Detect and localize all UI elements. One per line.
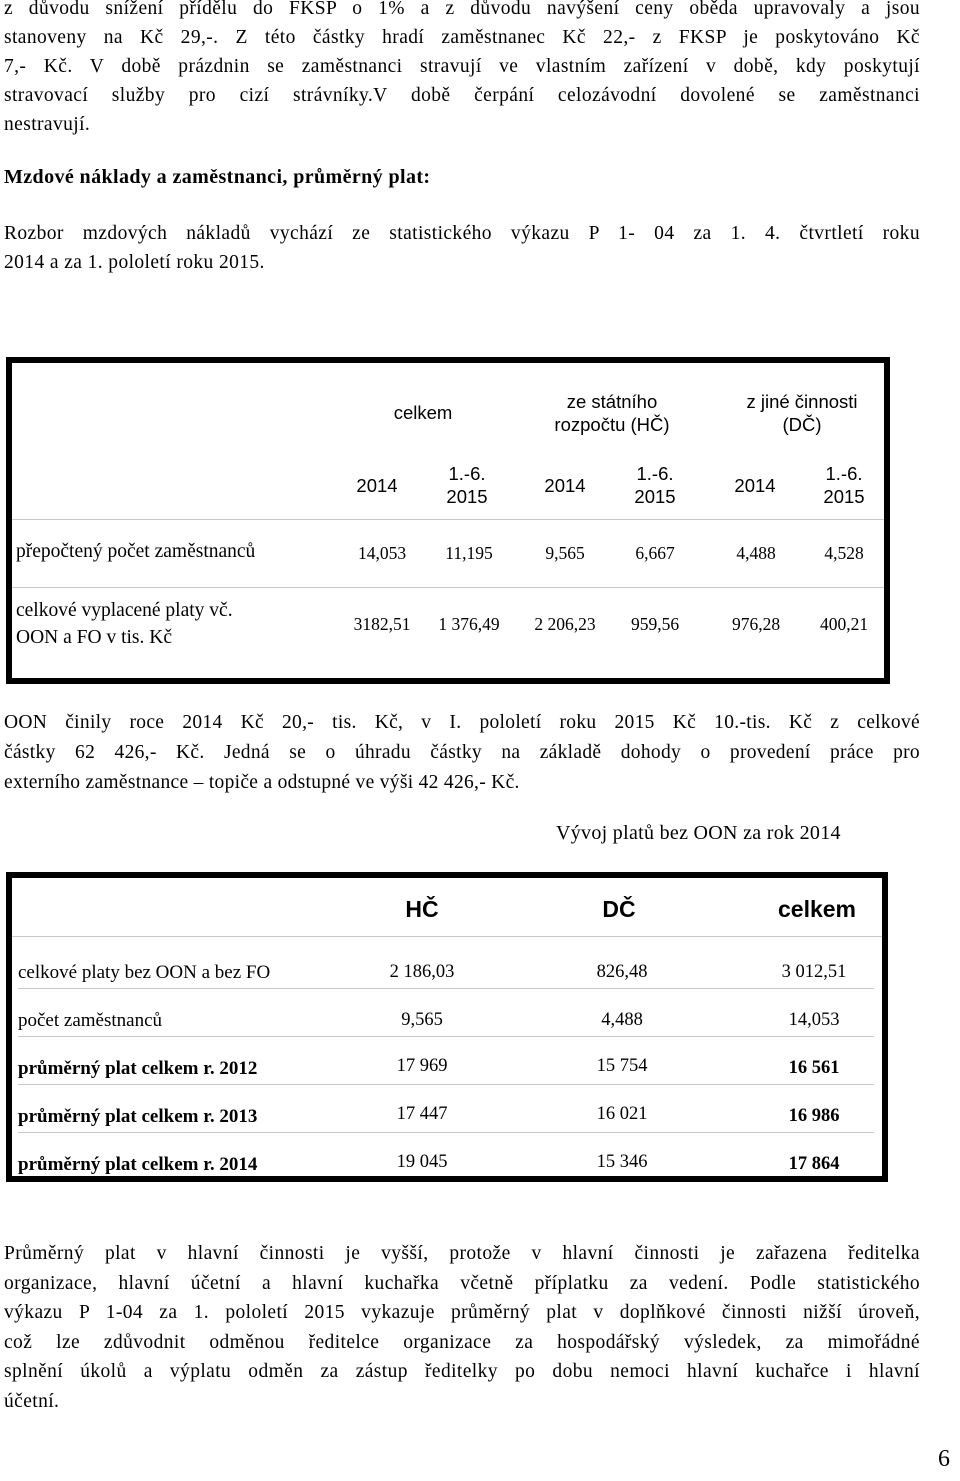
header-text: rozpočtu (HČ): [554, 414, 670, 435]
table-cell: 2 206,23: [534, 614, 596, 634]
col-group-header: [522, 390, 702, 436]
table-cell: 400,21: [819, 614, 869, 634]
col-header: DČ: [602, 896, 636, 922]
table-cell: 15 754: [596, 1056, 648, 1076]
table-cell: 4,528: [824, 543, 864, 563]
label-text: přepočtený počet zaměstnanců: [16, 541, 256, 562]
table-cell: 3182,51: [353, 614, 411, 634]
row-divider: [18, 988, 874, 989]
table-cell: 11,195: [445, 543, 493, 563]
col-subheader: [525, 474, 605, 497]
row-label: celkové platy bez OON a bez FO: [18, 962, 271, 983]
header-text: 2015: [634, 486, 676, 507]
row-label: průměrný plat celkem r. 2013: [18, 1106, 258, 1127]
table-cell: 16 021: [596, 1104, 648, 1124]
oon-note-paragraph: [4, 708, 920, 798]
text-line: OON činily roce 2014 Kč 20,- tis. Kč, v I. pololetí roku 2015 Kč 10.-tis. Kč z celkové: [4, 712, 920, 733]
col-group-header: [348, 401, 498, 424]
table-cell: 16 561: [788, 1058, 840, 1078]
text-line: z důvodu snížení přídělu do FKSP o 1% a z důvodu navýšení ceny oběda upravovaly a jsou: [4, 0, 920, 19]
row-divider: [12, 936, 882, 937]
table-cell: 4,488: [736, 543, 776, 563]
header-text: 2014: [356, 475, 398, 496]
table-cell: 4,488: [601, 1010, 643, 1030]
table-cell: 14,053: [357, 543, 407, 563]
closing-paragraph: [4, 1239, 920, 1416]
label-text: celkové vyplacené platy vč.: [16, 600, 233, 621]
table-cell: 9,565: [401, 1010, 443, 1030]
table-cell: 17 864: [788, 1154, 840, 1174]
table-cell: 3 012,51: [781, 962, 847, 982]
text-line: stanoveny na Kč 29,-. Z této částky hradí zaměstnanec Kč 22,- z FKSP je poskytováno Kč: [4, 27, 920, 48]
table-cell: 15 346: [596, 1152, 648, 1172]
row-label: počet zaměstnanců: [18, 1010, 163, 1031]
table-cell: 17 969: [396, 1056, 448, 1076]
table-cell: 16 986: [788, 1106, 840, 1126]
header-text: 1.-6.: [825, 463, 863, 484]
text-line: což lze zdůvodnit odměnou ředitelce organizace za hospodářský výsledek, za mimořádné: [4, 1331, 920, 1353]
section-heading: Mzdové náklady a zaměstnanci, průměrný plat:: [4, 166, 431, 188]
table-cell: 976,28: [731, 614, 781, 634]
text-line: účetní.: [4, 1390, 60, 1412]
text-line: Rozbor mzdových nákladů vychází ze statistického výkazu P 1- 04 za 1. 4. čtvrtletí roku: [4, 223, 920, 244]
col-subheader: [337, 474, 417, 497]
text-line: částky 62 426,- Kč. Jedná se o úhradu částky na základě dohody o provedení práce pro: [4, 742, 920, 763]
staff-cost-table: [6, 357, 890, 684]
text-line: výkazu P 1-04 za 1. pololetí 2015 vykazuje průměrný plat v doplňkové činnosti nižší úroveň,: [4, 1302, 920, 1323]
header-text: 2015: [446, 486, 488, 507]
page-number: 6: [938, 1446, 950, 1472]
row-divider: [12, 587, 884, 588]
table-cell: 959,56: [630, 614, 680, 634]
table-cell: 6,667: [635, 543, 675, 563]
text-line: splnění úkolů a výplatu odměn za zástup ředitelky po dobu nemoci hlavní kuchařce i hlavní: [4, 1361, 920, 1382]
text-line: stravovací služby pro cizí strávníky.V době čerpání celozávodní dovolené se zaměstnanci: [4, 85, 920, 106]
header-text: celkem: [393, 402, 453, 423]
row-label: průměrný plat celkem r. 2012: [18, 1058, 258, 1079]
row-divider: [18, 1084, 874, 1085]
table-cell: 1 376,49: [438, 614, 500, 634]
table-cell: 9,565: [545, 543, 585, 563]
row-divider: [12, 519, 884, 520]
table-cell: 19 045: [396, 1152, 448, 1172]
header-text: 1.-6.: [636, 463, 674, 484]
table-cell: 17 447: [396, 1104, 448, 1124]
header-text: 2014: [734, 475, 776, 496]
intro-paragraph: [4, 0, 920, 139]
header-text: 2014: [544, 475, 586, 496]
text-line: organizace, hlavní účetní a hlavní kuchařka včetně příplatku za vedení. Podle statistického: [4, 1272, 920, 1294]
row-label: průměrný plat celkem r. 2014: [18, 1154, 258, 1175]
salary-development-table: [6, 872, 888, 1182]
text-line: Průměrný plat v hlavní činnosti je vyšší, protože v hlavní činnosti je zařazena ředitelka: [4, 1243, 920, 1264]
col-subheader: [804, 462, 884, 508]
col-subheader: [715, 474, 795, 497]
header-text: (DČ): [782, 414, 822, 435]
header-text: z jiné činnosti: [746, 391, 858, 412]
col-header: HČ: [405, 896, 439, 922]
row-divider: [18, 1036, 874, 1037]
text-line: externího zaměstnance – topiče a odstupné ve výši 42 426,- Kč.: [4, 772, 520, 793]
header-text: 1.-6.: [448, 463, 486, 484]
table-cell: 14,053: [788, 1010, 840, 1030]
text-line: 7,- Kč. V době prázdnin se zaměstnanci stravují ve vlastním zařízení v době, kdy poskytují: [4, 56, 920, 77]
table-cell: 826,48: [596, 962, 648, 982]
col-group-header: [712, 390, 892, 436]
col-subheader: [615, 462, 695, 508]
header-text: ze státního: [566, 391, 658, 412]
row-divider: [18, 1132, 874, 1133]
col-subheader: [427, 462, 507, 508]
text-line: nestravují.: [4, 114, 91, 135]
label-text: OON a FO v tis. Kč: [16, 627, 172, 648]
rozbor-paragraph: [4, 219, 920, 277]
text-line: 2014 a za 1. pololetí roku 2015.: [4, 252, 265, 273]
header-text: 2015: [823, 486, 865, 507]
col-header: celkem: [777, 896, 856, 922]
table-cell: 2 186,03: [389, 962, 455, 982]
row-label: [16, 538, 255, 565]
table-title: Vývoj platů bez OON za rok 2014: [556, 822, 841, 844]
row-label: [16, 597, 233, 651]
